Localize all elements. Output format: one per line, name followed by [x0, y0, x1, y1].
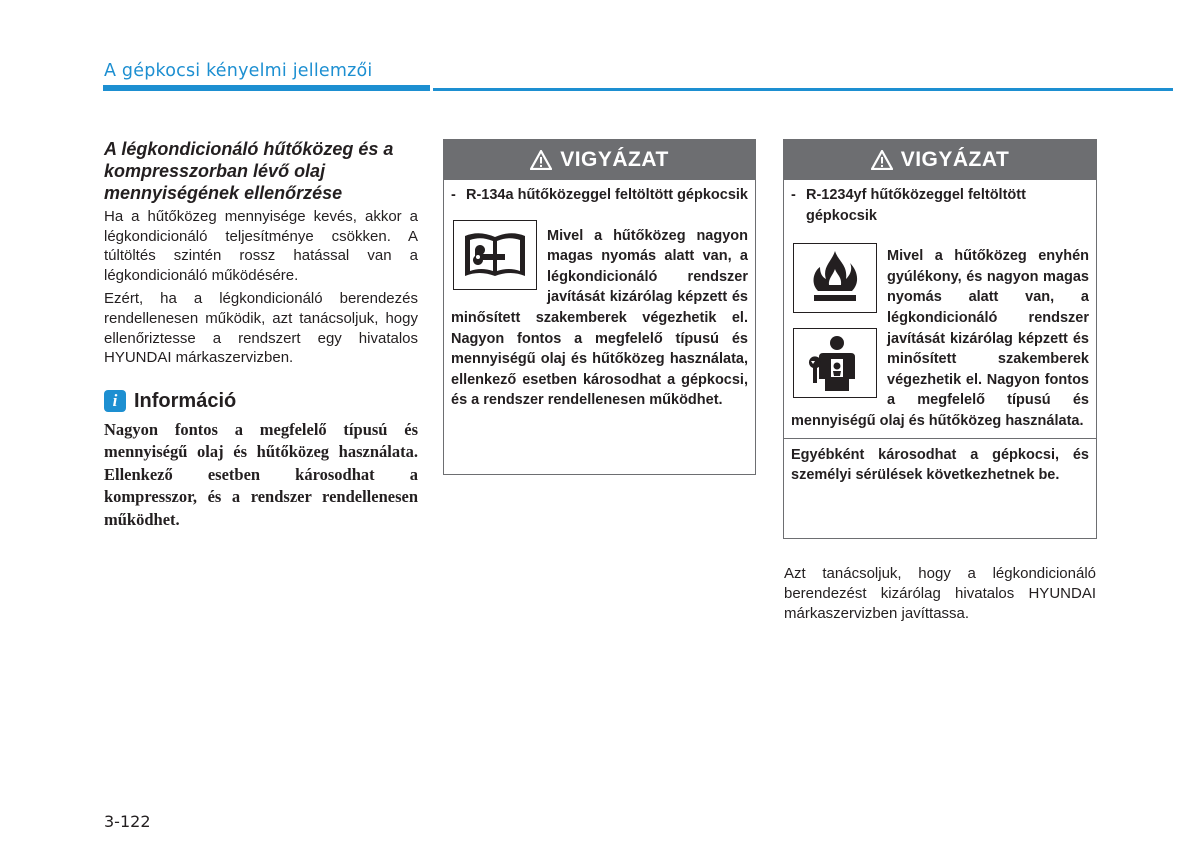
service-recommendation: Azt tanácsoljuk, hogy a légkondicionáló berendezést kizárólag hivatalos HYUNDAI márkaszervizben javíttassa. [784, 565, 1096, 622]
info-icon: i [104, 390, 126, 412]
warning-triangle-icon [530, 150, 552, 170]
flammable-icon [793, 243, 877, 313]
warning-text-2: Egyébként károsodhat a gépkocsi, és személyi sérülések következhetnek be. [791, 446, 1089, 484]
left-column [104, 138, 418, 531]
warning-item [451, 185, 748, 206]
warning-triangle-icon [871, 150, 893, 170]
warning-text: Mivel a hűtőközeg nagyon magas nyomás alatt van, a légkondicionáló rendszer javítását kizárólag képzett és minősített szakemberek végezhetik el. Nagyon fontos a megfelelő típusú és mennyiségű olaj és hűtőközeg használata, ellenkező esetben károsodhat a gépkocsi, és a rendszer rendellenesen működhet. [451, 227, 748, 409]
dash-marker: - [451, 187, 456, 203]
header-rule-thick [103, 85, 430, 91]
page-number: 3-122 [104, 812, 151, 831]
info-title: Információ [134, 389, 237, 412]
paragraph-2: Ezért, ha a légkondicionáló berendezés rendellenesen működik, azt tanácsoljuk, hogy ellenőriztesse a rendszert egy hivatalos HYUNDAI márkaszervizben. [104, 290, 418, 367]
warning-title: VIGYÁZAT [900, 148, 1010, 171]
service-manual-icon [453, 220, 537, 290]
paragraph-1: Ha a hűtőközeg mennyisége kevés, akkor a légkondicionáló teljesítménye csökken. A túltöltés szintén rossz hatással van a légkondicionáló működésére. [104, 208, 418, 284]
qualified-technician-icon [793, 328, 877, 398]
info-heading [104, 390, 418, 413]
warning-item [791, 185, 1089, 226]
warning-text: Mivel a hűtőközeg enyhén gyúlékony, és nagyon magas nyomás alatt van, a légkondicionáló rendszer javítását kizárólag képzett és minősített szakemberek végezhetik el. Nagyon fontos a megfelelő típusú és mennyiségű olaj és hűtőközeg használata. [791, 248, 1089, 429]
warning-pictograms [793, 243, 877, 398]
warning-header [784, 140, 1096, 180]
warning-separator [784, 438, 1096, 486]
warning-pictograms [453, 220, 537, 290]
warning-title: VIGYÁZAT [560, 148, 669, 171]
header-rule-thin [433, 88, 1173, 91]
dash-marker: - [791, 187, 796, 203]
info-text: Nagyon fontos a megfelelő típusú és mennyiségű olaj és hűtőközeg használata. Ellenkező esetben károsodhat a kompresszor, és a rendszer rendellenesen működhet. [104, 419, 418, 529]
warning-item-label: R-134a hűtőközeggel feltöltött gépkocsik [466, 187, 748, 203]
header-title: A gépkocsi kényelmi jellemzői [104, 61, 373, 81]
warning-item-label: R-1234yf hűtőközeggel feltöltött gépkocsik [806, 187, 1026, 224]
warning-box-r134a [443, 139, 756, 475]
warning-box-r1234yf [783, 139, 1097, 539]
section-heading: A légkondicionáló hűtőközeg és a kompresszorban lévő olaj mennyiségének ellenőrzése [104, 139, 394, 203]
warning-header [444, 140, 755, 180]
